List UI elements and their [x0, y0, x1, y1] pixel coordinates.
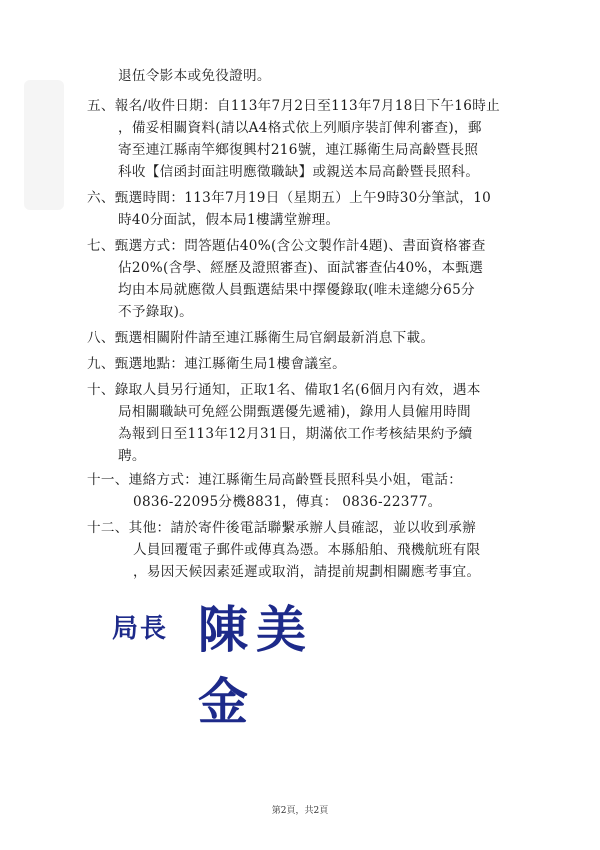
text-line: 時40分面試，假本局1樓講堂辦理。 [118, 212, 340, 228]
director-signature-stamp [108, 586, 358, 731]
text-line: 十二、其他：請於寄件後電話聯繫承辦人員確認，並以收到承辦 [87, 520, 477, 536]
text-line: 科收【信函封面註明應徵職缺】或親送本局高齡暨長照科。 [118, 164, 480, 180]
text-line: 八、甄選相關附件請至連江縣衛生局官網最新消息下載。 [87, 330, 435, 346]
text-line: 均由本局就應徵人員甄選結果中擇優錄取(唯未達總分65分 [118, 282, 475, 298]
scan-smudge [24, 80, 64, 210]
text-line: 為報到日至113年12月31日，期滿依工作考核結果約予續 [118, 426, 473, 442]
text-line: ，備妥相關資料(請以A4格式依上列順序裝訂俾利審查)，郵 [118, 120, 482, 136]
text-line: 聘。 [118, 448, 146, 464]
text-line: 局相關職缺可免經公開甄選優先遞補)，錄用人員僱用時間 [118, 404, 471, 420]
text-line: 十、錄取人員另行通知，正取1名、備取1名(6個月內有效，遇本 [87, 382, 481, 398]
text-line: 五、報名/收件日期：自113年7月2日至113年7月18日下午16時止 [87, 98, 500, 114]
text-line: 佔20%(含學、經歷及證照審查)、面試審查佔40%，本甄選 [118, 260, 484, 276]
text-line: 九、甄選地點：連江縣衛生局1樓會議室。 [87, 356, 347, 372]
text-line: 六、甄選時間：113年7月19日（星期五）上午9時30分筆試，10 [87, 190, 492, 206]
stamp-name: 陳美金 [198, 600, 314, 731]
text-line: 0836-22095分機8831，傳真： 0836-22377。 [133, 494, 442, 510]
text-line: 十一、連絡方式：連江縣衛生局高齡暨長照科吳小姐，電話： [87, 472, 463, 488]
text-line: 七、甄選方式：問答題佔40%(含公文製作計4題)、書面資格審查 [87, 238, 486, 254]
text-line: 不予錄取)。 [118, 304, 194, 320]
text-line: 退伍令影本或免役證明。 [118, 68, 271, 84]
text-line: 寄至連江縣南竿鄉復興村216號，連江縣衛生局高齡暨長照 [118, 142, 479, 158]
text-line: ，易因天候因素延遲或取消，請提前規劃相關應考事宜。 [133, 564, 481, 580]
text-line: 人員回覆電子郵件或傳真為憑。本縣船舶、飛機航班有限 [133, 542, 481, 558]
stamp-title: 局長 [112, 614, 169, 644]
page-footer: 第2頁，共2頁 [271, 806, 329, 816]
